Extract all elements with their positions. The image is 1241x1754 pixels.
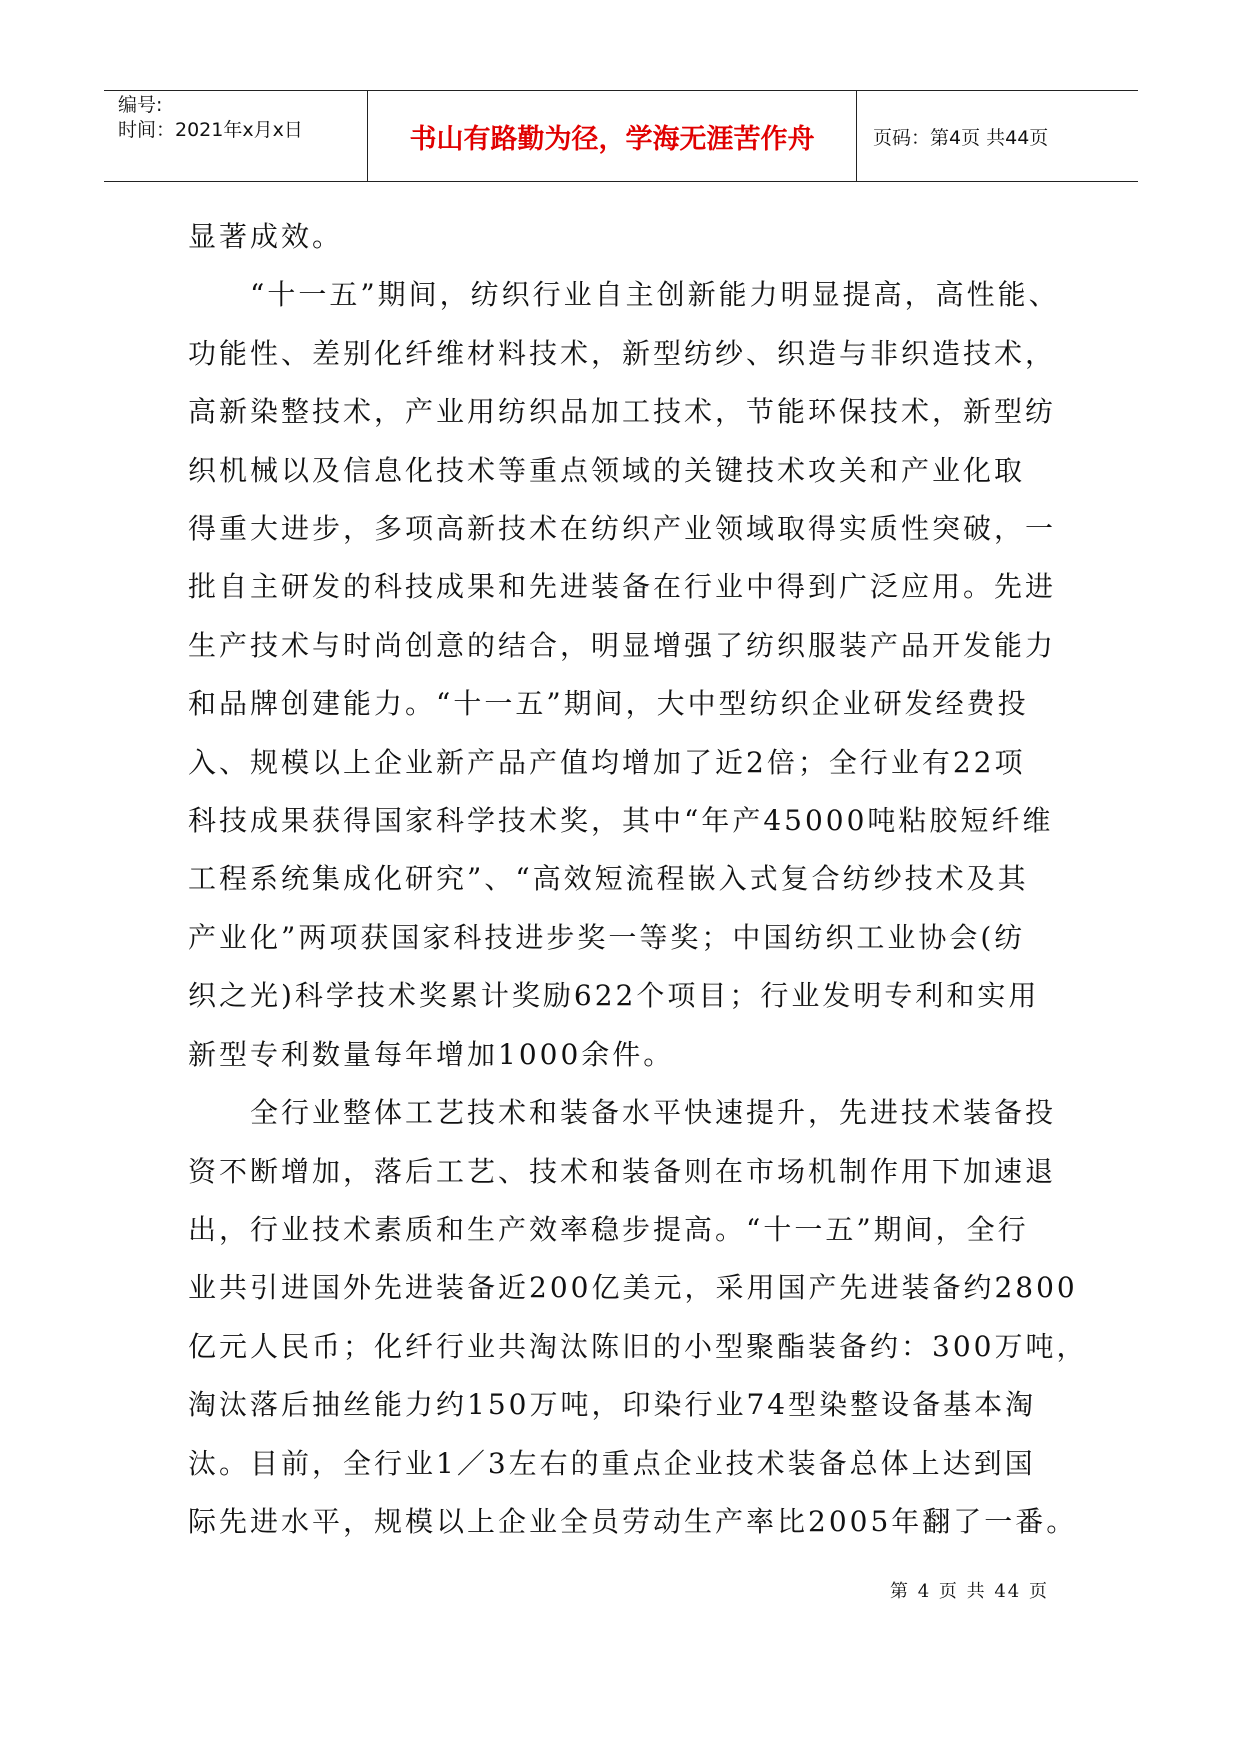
body-line: 得重大进步，多项高新技术在纺织产业领域取得实质性突破，一 — [188, 512, 1057, 546]
body-line: 淘汰落后抽丝能力约150万吨，印染行业74型染整设备基本淘 — [188, 1388, 1037, 1422]
document-number-label: 编号: — [118, 94, 163, 116]
body-line: 业共引进国外先进装备近200亿美元，采用国产先进装备约2800 — [188, 1271, 1078, 1305]
body-line: 显著成效。 — [188, 220, 344, 253]
body-line: 际先进水平，规模以上企业全员劳动生产率比2005年翻了一番。 — [188, 1504, 1078, 1538]
body-line: 工程系统集成化研究”、“高效短流程嵌入式复合纺纱技术及其 — [188, 862, 1029, 896]
page-footer: 第 4 页 共 44 页 — [890, 1581, 1049, 1602]
body-line: 批自主研发的科技成果和先进装备在行业中得到广泛应用。先进 — [188, 570, 1057, 604]
header-meta — [104, 91, 368, 181]
body-line: 亿元人民币；化纤行业共淘汰陈旧的小型聚酯装备约：300万吨， — [188, 1329, 1088, 1363]
body-line: 科技成果获得国家科学技术奖，其中“年产45000吨粘胶短纤维 — [188, 804, 1054, 838]
header-motto: 书山有路勤为径，学海无涯苦作舟 — [368, 91, 857, 181]
body-line: 全行业整体工艺技术和装备水平快速提升，先进技术装备投 — [188, 1096, 1057, 1130]
header-page-code: 页码：第4页 共44页 — [873, 126, 1049, 149]
body-line: 出，行业技术素质和生产效率稳步提高。“十一五”期间，全行 — [188, 1212, 1029, 1246]
document-time-label: 时间：2021年x月x日 — [118, 119, 303, 141]
body-line: 资不断增加，落后工艺、技术和装备则在市场机制作用下加速退 — [188, 1154, 1057, 1188]
body-line: 和品牌创建能力。“十一五”期间，大中型纺织企业研发经费投 — [188, 687, 1029, 721]
body-line: 汰。目前，全行业1／3左右的重点企业技术装备总体上达到国 — [188, 1446, 1036, 1480]
body-line: 功能性、差别化纤维材料技术，新型纺纱、织造与非织造技术， — [188, 336, 1057, 370]
page-header — [104, 90, 1138, 182]
body-line: 生产技术与时尚创意的结合，明显增强了纺织服装产品开发能力 — [188, 628, 1057, 662]
body-line: 产业化”两项获国家科技进步奖一等奖；中国纺织工业协会(纺 — [188, 920, 1026, 954]
body-line: 新型专利数量每年增加1000余件。 — [188, 1037, 675, 1071]
body-line: “十一五”期间，纺织行业自主创新能力明显提高，高性能、 — [188, 278, 1060, 312]
body-line: 织之光)科学技术奖累计奖励622个项目；行业发明专利和实用 — [188, 979, 1040, 1013]
body-line: 织机械以及信息化技术等重点领域的关键技术攻关和产业化取 — [188, 453, 1026, 487]
document-body — [188, 208, 1088, 1551]
body-line: 入、规模以上企业新产品产值均增加了近2倍；全行业有22项 — [188, 745, 1026, 779]
body-line: 高新染整技术，产业用纺织品加工技术，节能环保技术，新型纺 — [188, 395, 1057, 429]
